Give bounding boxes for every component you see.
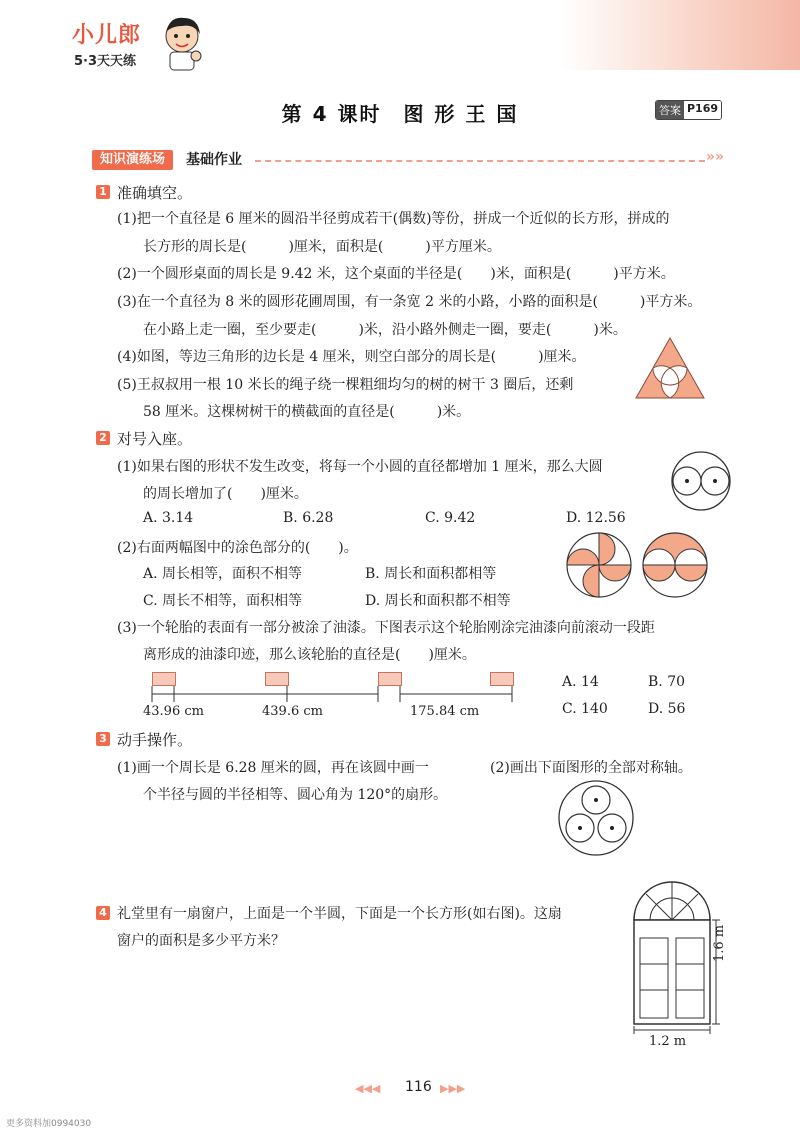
question-2-title: 对号入座。 [117, 430, 193, 448]
q2-part2-option-d: D. 周长和面积都不相等 [365, 593, 511, 609]
logo-subtitle: 5·3天天练 [74, 54, 137, 69]
header-corner-band [560, 0, 800, 70]
page-title: 第 4 课时 图 形 王 国 [281, 102, 519, 126]
page-next-arrows-icon: ▶▶▶ [440, 1082, 466, 1095]
q2-part3-option-c: C. 140 [562, 701, 608, 717]
q3-part2: (2)画出下面图形的全部对称轴。 [490, 760, 692, 776]
double-chevron-icon: »» [706, 149, 725, 165]
window-height-label: 1.6 m [712, 924, 727, 962]
q2-part3-line2: 离形成的油漆印迹，那么该轮胎的直径是( )厘米。 [143, 647, 476, 663]
answer-label: 答案 [656, 101, 684, 119]
q1-part5-line2: 58 厘米。这棵树树干的横截面的直径是( )米。 [143, 404, 471, 420]
mascot-boy-icon [160, 14, 206, 72]
page-number: 116 [405, 1079, 432, 1095]
q1-part3-line2: 在小路上走一圈，至少要走( )米，沿小路外侧走一圈，要走( )米。 [143, 322, 627, 338]
question-number-2: 2 [96, 431, 110, 445]
q1-part2: (2)一个圆形桌面的周长是 9.42 米，这个桌面的半径是( )米，面积是( )平方米。 [117, 266, 675, 282]
q1-part3-line1: (3)在一个直径为 8 米的圆形花圃周围，有一条宽 2 米的小路，小路的面积是( )平方米。 [117, 294, 702, 310]
q1-part1-line2: 长方形的周长是( )厘米，面积是( )平方厘米。 [143, 239, 501, 255]
q2-part1-option-b: B. 6.28 [283, 510, 334, 526]
q4-line1: 礼堂里有一扇窗户，上面是一个半圆，下面是一个长方形(如右图)。这扇 [117, 906, 562, 922]
q2-part1-option-c: C. 9.42 [425, 510, 476, 526]
q3-part1-line1: (1)画一个周长是 6.28 厘米的圆，再在该圆中画一 [117, 760, 429, 776]
window-width-label: 1.2 m [649, 1034, 687, 1049]
question-3-title: 动手操作。 [117, 731, 193, 749]
answer-page: P169 [684, 101, 721, 119]
q2-part1-line2: 的周长增加了( )厘米。 [143, 486, 308, 502]
q3-part1-line2: 个半径与圆的半径相等、圆心角为 120°的扇形。 [143, 787, 448, 803]
three-circles-figure [556, 778, 636, 858]
section-tag: 知识演练场 [92, 150, 173, 170]
triangle-arcs-figure [632, 334, 708, 402]
q2-part1-option-d: D. 12.56 [566, 510, 626, 526]
paint-measure-3: 175.84 cm [410, 704, 480, 719]
q2-part2: (2)右面两幅图中的涂色部分的( )。 [117, 540, 358, 556]
q1-part1-line1: (1)把一个直径是 6 厘米的圆沿半径剪成若干(偶数)等份，拼成一个近似的长方形，拼成的 [117, 211, 670, 227]
q2-part3-option-d: D. 56 [648, 701, 686, 717]
q2-part1-line1: (1)如果右图的形状不发生改变，将每一个小圆的直径都增加 1 厘米，那么大圆 [117, 459, 603, 475]
q2-part3-option-b: B. 70 [648, 674, 686, 690]
question-number-3: 3 [96, 732, 110, 746]
answer-reference [655, 100, 722, 120]
paint-measure-2: 439.6 cm [262, 704, 323, 719]
section-subtitle: 基础作业 [186, 152, 242, 168]
question-1-title: 准确填空。 [117, 184, 193, 202]
q4-line2: 窗户的面积是多少平方米？ [117, 933, 285, 949]
pinwheel-circle-figure [564, 530, 634, 600]
q1-part4: (4)如图，等边三角形的边长是 4 厘米，则空白部分的周长是( )厘米。 [117, 349, 586, 365]
page-prev-arrows-icon: ◀◀◀ [355, 1082, 381, 1095]
two-small-circles-figure [665, 450, 737, 512]
watermark-text: 更多资料加0994030 [6, 1119, 92, 1129]
q2-part3-line1: (3)一个轮胎的表面有一部分被涂了油漆。下图表示这个轮胎刚涂完油漆向前滚动一段距 [117, 620, 655, 636]
logo-title: 小儿郎 [72, 23, 142, 48]
q2-part2-option-a: A. 周长相等，面积不相等 [143, 566, 303, 582]
section-divider [255, 160, 705, 162]
q2-part2-option-c: C. 周长不相等，面积相等 [143, 593, 303, 609]
paint-measure-1: 43.96 cm [143, 704, 204, 719]
q2-part2-option-b: B. 周长和面积都相等 [365, 566, 497, 582]
q2-part3-option-a: A. 14 [562, 674, 599, 690]
q2-part1-option-a: A. 3.14 [143, 510, 194, 526]
q1-part5-line1: (5)王叔叔用一根 10 米长的绳子绕一棵粗细均匀的树的树干 3 圈后，还剩 [117, 377, 574, 393]
half-shaded-circle-figure [640, 530, 710, 600]
paint-track-dimension-lines [145, 684, 525, 706]
question-number-4: 4 [96, 906, 110, 920]
question-number-1: 1 [96, 185, 110, 199]
